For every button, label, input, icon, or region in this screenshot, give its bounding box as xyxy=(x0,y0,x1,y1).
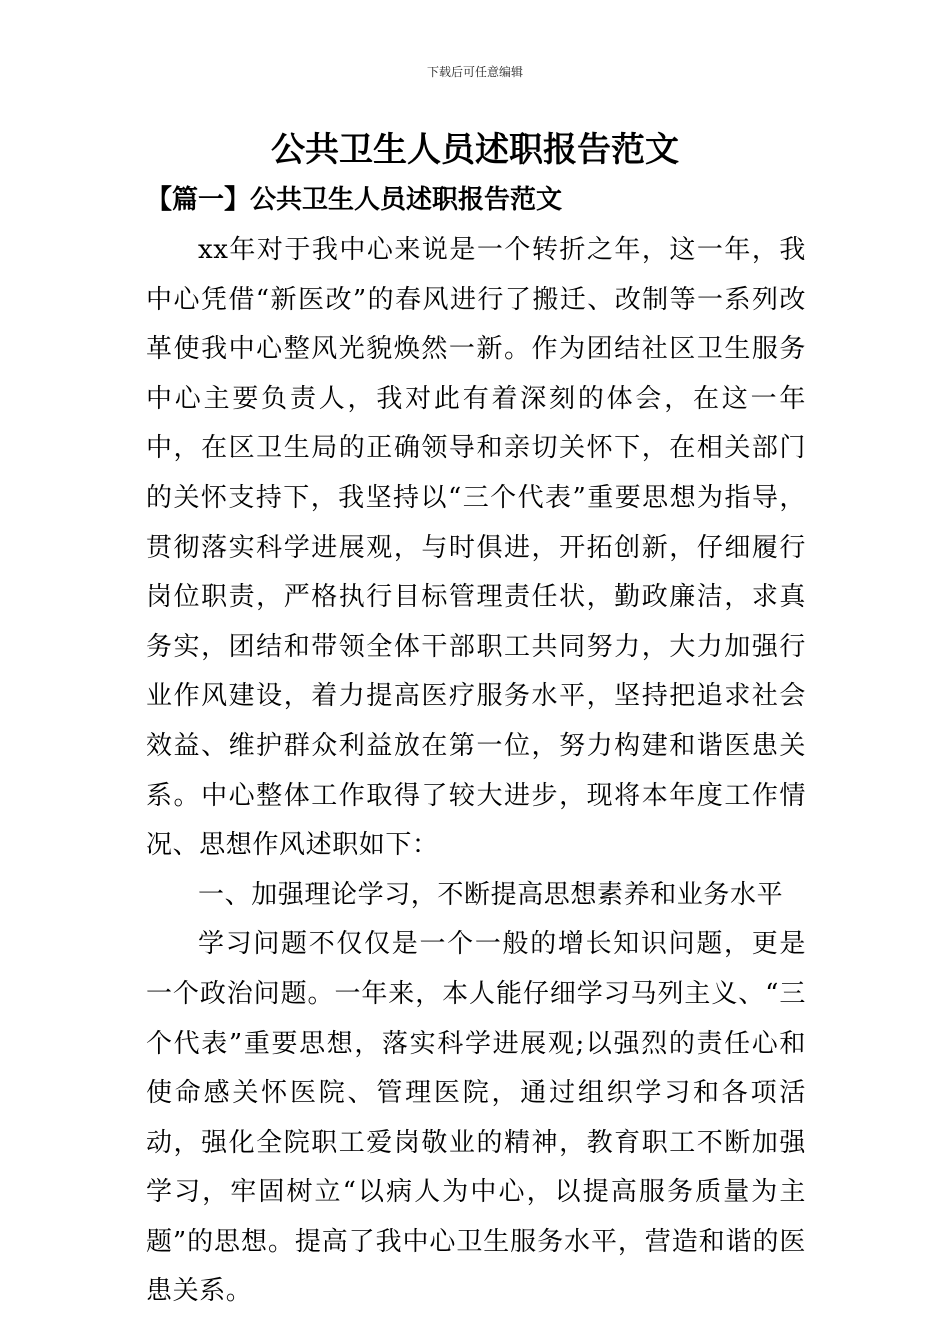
document-title: 公共卫生人员述职报告范文 xyxy=(271,130,679,170)
paragraph-study: 学习问题不仅仅是一个一般的增长知识问题，更是一个政治问题。一年来，本人能仔细学习马列主义、“三个代表”重要思想，落实科学进展观;以强烈的责任心和使命感关怀医院、管理医院，通过组织学习和各项活动，强化全院职工爱岗敬业的精神，教育职工不断加强学习，牢固树立“以病人为中心，以提高服务质量为主题”的思想。提高了我中心卫生服务水平，营造和谐的医患关系。 xyxy=(146,929,806,1307)
header-note: 下载后可任意编辑 xyxy=(426,65,523,79)
section-heading: 【篇一】公共卫生人员述职报告范文 xyxy=(146,185,563,215)
document-body xyxy=(146,226,806,1317)
paragraph-intro: xx年对于我中心来说是一个转折之年，这一年，我中心凭借“新医改”的春风进行了搬迁、改制等一系列改革使我中心整风光貌焕然一新。作为团结社区卫生服务中心主要负责人，我对此有着深刻的体会，在这一年中，在区卫生局的正确领导和亲切关怀下，在相关部门的关怀支持下，我坚持以“三个代表”重要思想为指导，贯彻落实科学进展观，与时俱进，开拓创新，仔细履行岗位职责，严格执行目标管理责任状，勤政廉洁，求真务实，团结和带领全体干部职工共同努力，大力加强行业作风建设，着力提高医疗服务水平，坚持把追求社会效益、维护群众利益放在第一位，努力构建和谐医患关系。中心整体工作取得了较大进步，现将本年度工作情况、思想作风述职如下： xyxy=(146,235,806,861)
paragraph-subheading: 一、加强理论学习，不断提高思想素养和业务水平 xyxy=(198,879,784,910)
